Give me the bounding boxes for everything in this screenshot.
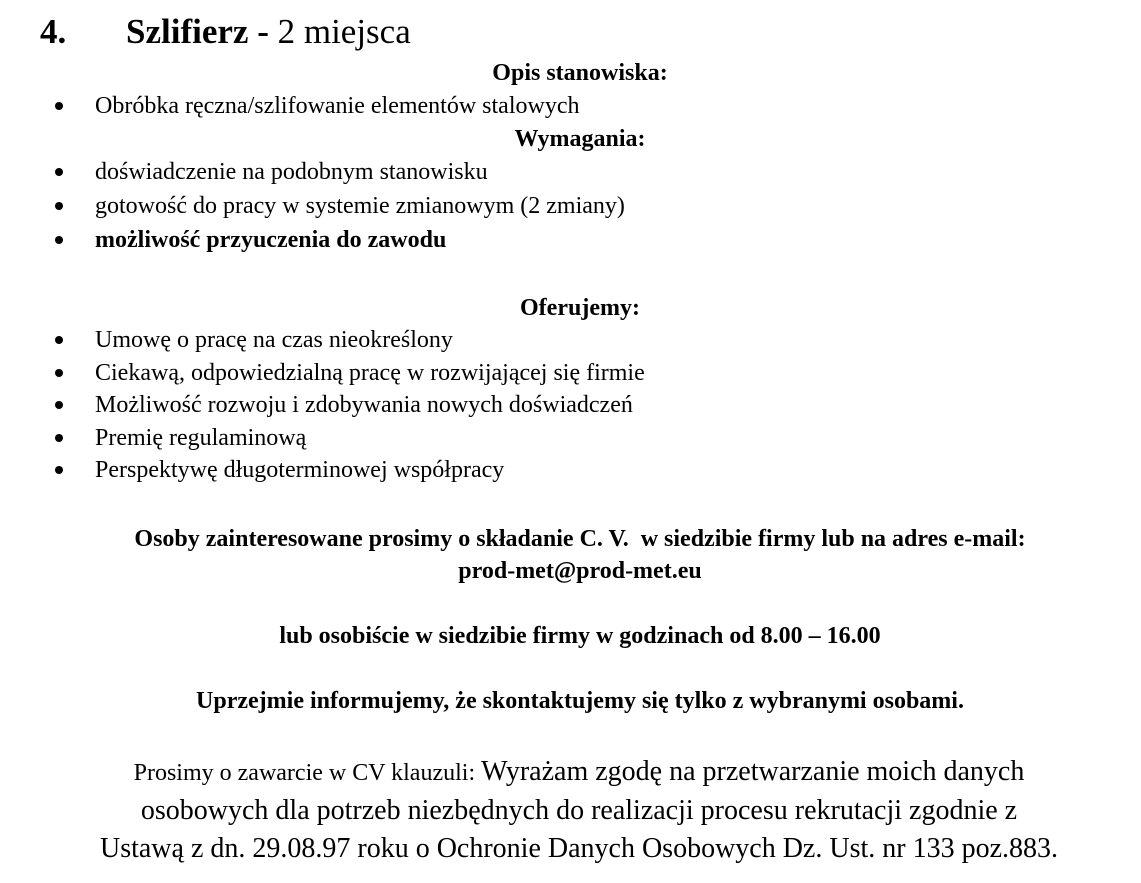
bullet-icon [55,168,63,176]
gdpr-clause [0,753,1141,868]
job-places: 2 miejsca [277,12,411,51]
list-item: Perspektywę długoterminowej współpracy [0,454,645,487]
job-number: 4. [40,12,67,51]
bullet-icon [55,434,63,442]
offer-list [0,324,645,487]
list-item: doświadczenie na podobnym stanowisku [0,155,625,189]
heading-dash: - [248,12,278,51]
bullet-icon [55,202,63,210]
list-item: Możliwość rozwoju i zdobywania nowych doświadczeń [0,389,645,422]
bullet-icon [55,401,63,409]
list-item: Premię regulaminową [0,422,645,455]
list-item: Ciekawą, odpowiedzialną pracę w rozwijającej się firmie [0,357,645,390]
bullet-icon [55,102,63,110]
list-item: możliwość przyuczenia do zawodu [0,223,625,257]
clause-consent: Wyrażam zgodę na przetwarzanie moich danych [481,756,1025,787]
contact-instructions: Osoby zainteresowane prosimy o składanie C. V. w siedzibie firmy lub na adres e-mail: [134,526,1026,552]
contact-hours: lub osobiście w siedzibie firmy w godzinach od 8.00 – 16.00 [279,623,881,649]
contact-email: prod-met@prod-met.eu [458,558,702,584]
bullet-icon [55,236,63,244]
offer-title: Oferujemy: [520,295,640,321]
job-description-list [0,89,579,123]
requirements-title: Wymagania: [514,126,646,152]
job-description-title: Opis stanowiska: [492,60,668,86]
bullet-icon [55,369,63,377]
job-title: Szlifierz [126,12,249,51]
contact-notice: Uprzejmie informujemy, że skontaktujemy się tylko z wybranymi osobami. [196,688,964,714]
clause-intro: Prosimy o zawarcie w CV klauzuli: [133,760,482,786]
clause-line-1 [0,753,1141,792]
bullet-icon [55,466,63,474]
requirements-list [0,155,625,257]
bullet-icon [55,336,63,344]
job-heading [40,10,411,54]
list-item: gotowość do pracy w systemie zmianowym (2 zmiany) [0,189,625,223]
clause-line-2: osobowych dla potrzeb niezbędnych do realizacji procesu rekrutacji zgodnie z [140,795,1018,826]
list-item: Obróbka ręczna/szlifowanie elementów stalowych [0,89,579,123]
clause-line-3: Ustawą z dn. 29.08.97 roku o Ochronie Danych Osobowych Dz. Ust. nr 133 poz.883. [99,833,1059,864]
list-item: Umowę o pracę na czas nieokreślony [0,324,645,357]
